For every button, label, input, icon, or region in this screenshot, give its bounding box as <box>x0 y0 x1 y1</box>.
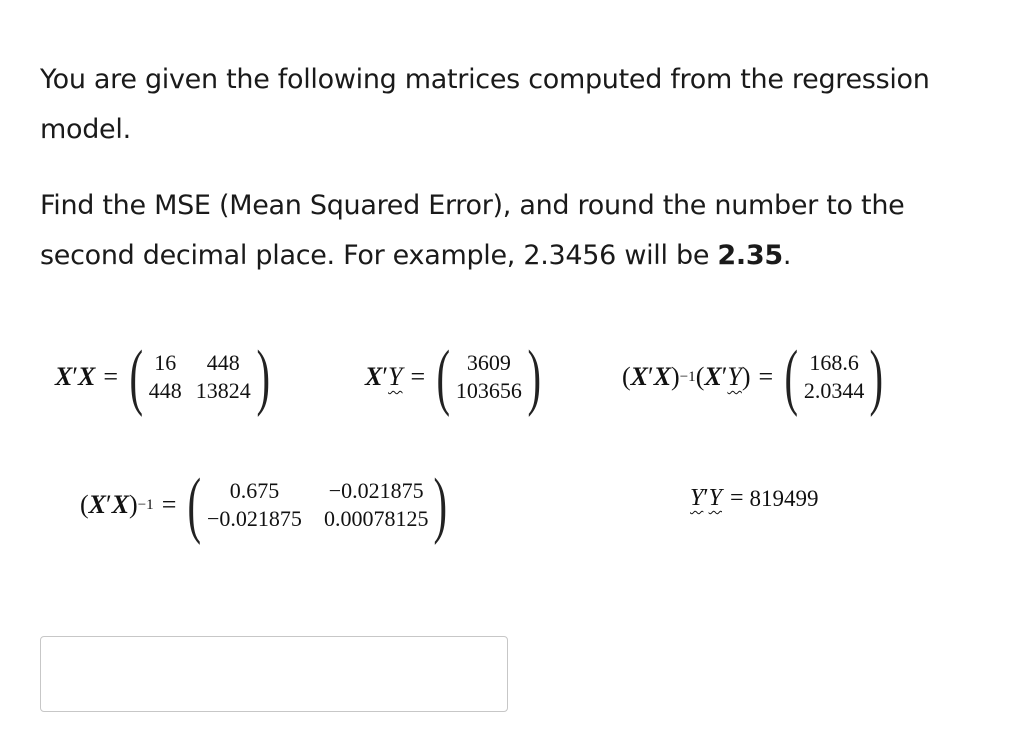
example-answer: 2.35 <box>717 240 783 271</box>
matrix-cell: −0.021875 <box>207 506 302 531</box>
matrix-xtx-inverse-label: ( X ′ X ) −1 <box>80 490 154 519</box>
instruction-text: Find the MSE (Mean Squared Error), and round the number to the second decimal place. For example, 2.3456 will be <box>40 190 905 271</box>
instruction-suffix: . <box>782 240 792 271</box>
yty-label: Y ′ Y <box>690 485 722 511</box>
matrix-cell: 103656 <box>455 378 522 403</box>
matrix-xty <box>365 336 546 418</box>
matrix-xtx-label: X ′ X <box>55 362 96 391</box>
matrix-cell: 168.6 <box>809 350 859 375</box>
matrix-cell: 0.675 <box>229 478 280 503</box>
matrix-xty-label: X ′ Y <box>365 362 403 391</box>
matrix-cell: 13824 <box>195 378 251 403</box>
equals-sign: = <box>758 362 774 391</box>
matrix-cell: 0.00078125 <box>323 506 429 531</box>
right-paren: ) <box>433 464 448 546</box>
matrix-cell: 2.0344 <box>803 378 865 403</box>
matrix-xty-body <box>456 349 522 405</box>
equals-sign: = <box>161 490 177 519</box>
right-paren: ) <box>527 336 541 418</box>
equals-sign: = <box>729 485 744 511</box>
matrix-beta-body <box>804 349 865 405</box>
equals-sign: = <box>103 362 119 391</box>
yty-equation <box>690 485 819 512</box>
matrix-xtx-inverse <box>80 464 453 546</box>
matrix-cell: 448 <box>148 378 182 403</box>
question-instruction <box>40 181 980 281</box>
left-paren: ( <box>187 464 202 546</box>
matrix-xtx-body <box>149 349 251 405</box>
equals-sign: = <box>410 362 426 391</box>
answer-input[interactable] <box>40 636 508 712</box>
matrix-cell: −0.021875 <box>328 478 424 503</box>
right-paren: ) <box>256 336 270 418</box>
left-paren: ( <box>784 336 799 418</box>
matrix-xtx-inverse-body <box>207 477 428 533</box>
question-intro: You are given the following matrices computed from the regression model. <box>40 64 930 145</box>
yty-value: 819499 <box>749 485 819 511</box>
left-paren: ( <box>129 336 144 418</box>
matrix-beta <box>622 336 889 418</box>
matrix-cell: 448 <box>206 350 240 375</box>
right-paren: ) <box>869 336 884 418</box>
matrix-beta-label: ( X ′ X ) −1 ( X ′ Y ) <box>622 362 751 391</box>
matrix-cell: 3609 <box>466 350 511 375</box>
matrix-cell: 16 <box>154 350 177 375</box>
left-paren: ( <box>436 336 451 418</box>
matrix-xtx <box>55 336 275 418</box>
